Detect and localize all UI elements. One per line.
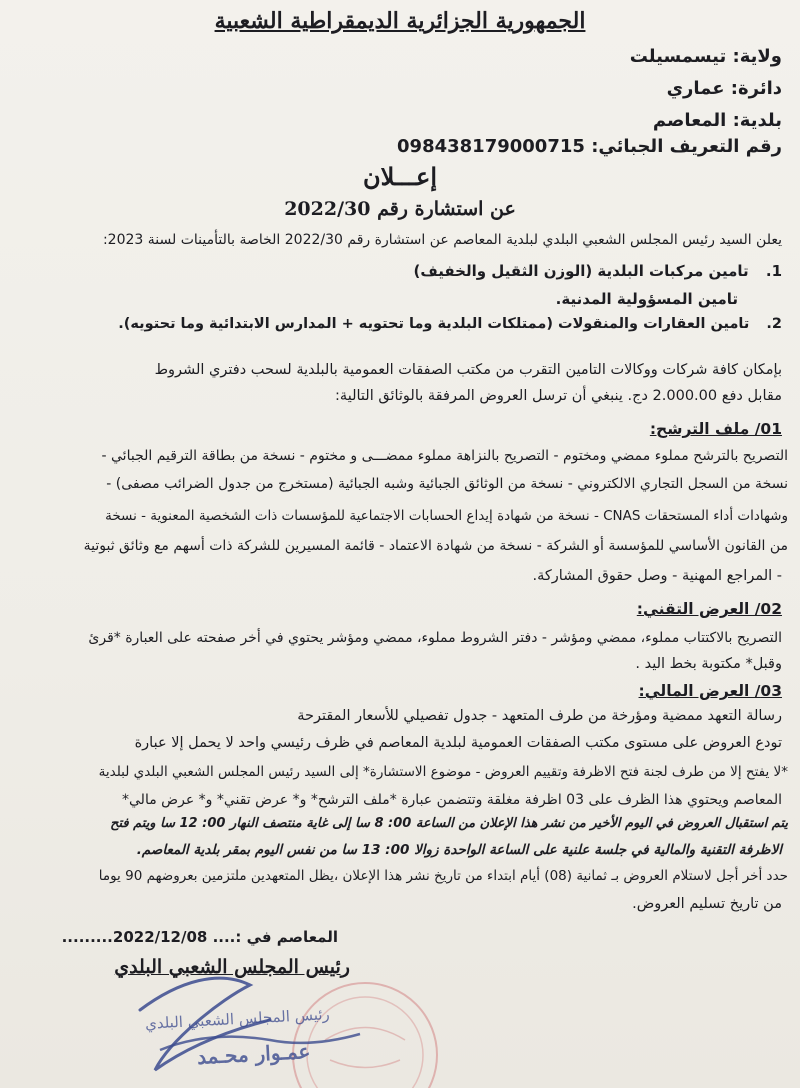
section-1-line-4: من القانون الأساسي للمؤسسة أو الشركة - نسخة من شهادة الاعتماد - قائمة المسيرين للشركة ذات أسهم مع وثائق ثبوتية: [83, 538, 788, 554]
republic-header: الجمهورية الجزائرية الديمقراطية الشعبية: [214, 8, 586, 34]
deadline-line-2: من تاريخ تسليم العروض.: [632, 896, 782, 912]
lot-1-text: تامين مركبات البلدية (الوزن الثقيل والخفيف): [413, 262, 749, 280]
wilaya-line: ولاية: تيسمسيلت: [629, 46, 782, 67]
section-3-line-2: تودع العروض على مستوى مكتب الصفقات العمومية لبلدية المعاصم في ظرف رئيسي واحد لا يحمل إلا عبارة: [134, 735, 782, 751]
lot-2-line-1: [118, 316, 782, 332]
reception-line-2: الاظرفة التقنية والمالية في جلسة علنية على الساعة الواحدة زوالا 00: 13 سا من نفس اليوم بمقر بلدية المعاصم.: [136, 842, 782, 858]
place-date: المعاصم في :.... 2022/12/08.........: [61, 928, 338, 946]
availability-line-2: مقابل دفع 2.000.00 دج. ينبغي أن ترسل العروض المرفقة بالوثائق التالية:: [335, 388, 782, 404]
tax-id-value: 098438179000715: [397, 136, 585, 157]
lot-2-number: 2.: [766, 316, 782, 332]
section-3-line-4: المعاصم ويحتوي هذا الظرف على 03 اظرفة مغلقة وتتضمن عبارة *ملف الترشح* و* عرض تقني* و* عرض مالي*: [122, 792, 782, 808]
signatory-title: رئيس المجلس الشعبي البلدي: [114, 956, 350, 978]
commune-line: بلدية: المعاصم: [652, 110, 782, 131]
lot-1-number: 1.: [765, 262, 782, 280]
section-1-line-3: وشهادات أداء المستحقات CNAS - نسخة من شهادة إيداع الحسابات الاجتماعية للمؤسسات ذات الشخصية المعنوية - نسخة: [105, 508, 788, 524]
section-3-line-1: رسالة التعهد ممضية ومؤرخة من طرف المتعهد - جدول تفصيلي للأسعار المقترحة: [297, 708, 782, 724]
tax-id-row: [397, 136, 782, 157]
availability-line-1: بإمكان كافة شركات ووكالات التامين التقرب من مكتب الصفقات العمومية بالبلدية لسحب دفتري الشروط: [154, 362, 782, 378]
tax-id-label: رقم التعريف الجبائي:: [591, 136, 782, 157]
reception-line-1: يتم استقبال العروض في اليوم الأخير من نشر هذا الإعلان من الساعة 00: 8 سا إلى غاية منتصف النهار 00: 12 سا ويتم فتح: [110, 816, 788, 831]
lot-2-text: تامين العقارات والمنقولات (ممتلكات البلدية وما تحتويه + المدارس الابتدائية وما تحتويه).: [118, 316, 750, 332]
stamp-name: عمـوار محـمد: [196, 1039, 311, 1069]
section-3-title: 03/ العرض المالي:: [638, 682, 782, 700]
stamp-text: رئيس المجلس الشعبي البلدي: [144, 1005, 331, 1033]
section-1-title: 01/ ملف الترشح:: [649, 420, 782, 438]
section-2-title: 02/ العرض التقني:: [636, 600, 782, 618]
consultation-subtitle: عن استشارة رقم 2022/30: [284, 198, 516, 220]
section-2-line-2: وقبل* مكتوبة بخط اليد .: [635, 656, 782, 672]
intro-text: يعلن السيد رئيس المجلس الشعبي البلدي لبلدية المعاصم عن استشارة رقم 2022/30 الخاصة بالتأمينات لسنة 2023:: [102, 232, 782, 248]
daira-line: دائرة: عماري: [666, 78, 782, 99]
section-1-line-1: التصريح بالترشح مملوء ممضي ومختوم - التصريح بالنزاهة مملوء ممضـــى و مختوم - نسخة من بطاقة الترقيم الجبائي -: [101, 448, 788, 464]
section-2-line-1: التصريح بالاكتتاب مملوء، ممضي ومؤشر - دفتر الشروط مملوء، ممضي ومؤشر يحتوي في أخر صفحته على العبارة *قرئ: [88, 630, 782, 646]
deadline-line-1: حدد أخر أجل لاستلام العروض بـ ثمانية (08) أيام ابتداء من تاريخ نشر هذا الإعلان ،يظل المتعهدين ملتزمين بعروضهم 90 يوما: [98, 868, 788, 884]
section-3-line-3: *لا يفتح إلا من طرف لجنة فتح الاظرفة وتقييم العروض - موضوع الاستشارة* إلى السيد رئيس المجلس الشعبي البلدي لبلدية: [98, 764, 788, 780]
lot-1-line-1: [414, 262, 782, 280]
announcement-title: إعـــلان: [362, 162, 438, 191]
section-1-line-2: نسخة من السجل التجاري الالكتروني - نسخة من الوثائق الجبائية وشبه الجبائية (مستخرج من جدول الضرائب مصفى) -: [106, 476, 788, 492]
section-1-line-5: - المراجع المهنية - وصل حقوق المشاركة.: [532, 568, 782, 584]
lot-1-line-2: تامين المسؤولية المدنية.: [555, 290, 738, 308]
